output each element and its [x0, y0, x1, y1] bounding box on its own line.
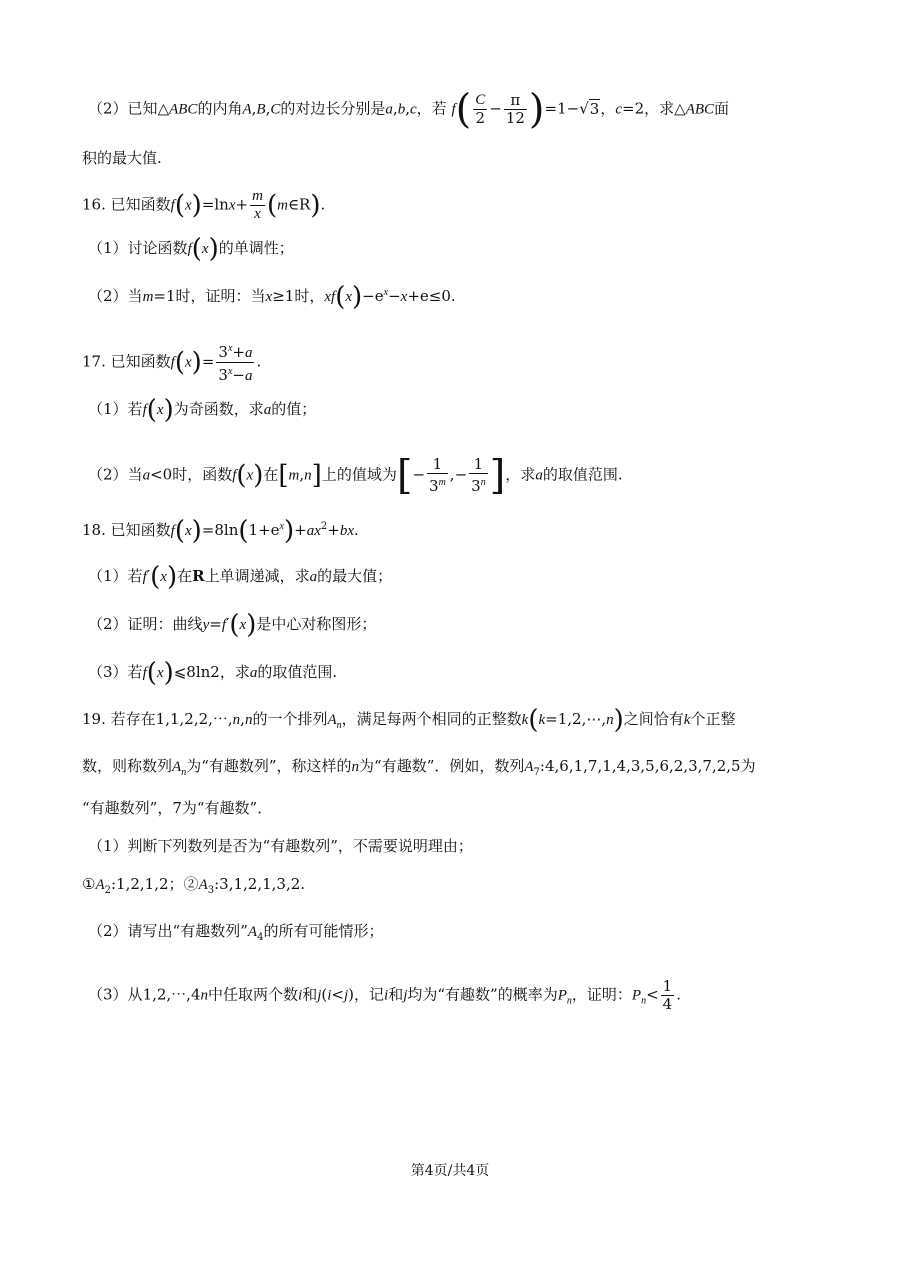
text: ，求 [505, 465, 536, 484]
part-label: （3） [88, 663, 128, 681]
math: f [451, 101, 456, 118]
text: 从 [127, 985, 143, 1004]
text: 当 [127, 287, 143, 305]
part-label: （1） [88, 239, 128, 257]
q19-line3: “有趣数列”，7为“有趣数”． [82, 799, 273, 817]
text: ，求 [219, 663, 250, 681]
text: 已知函数 [110, 195, 171, 214]
q17-stem: 17. 已知函数f(x)= $\frac{3^x+a}{3^x-a}$ . [82, 340, 830, 385]
math: ABC [169, 101, 198, 118]
question-number: 17. [82, 352, 106, 371]
text: ，若 [416, 99, 447, 118]
text: 的内角 [197, 99, 243, 118]
q19-part1 [88, 835, 830, 857]
q19-part2: （2）请写出“有趣数列$”A_4$的所有可能情形； [88, 922, 384, 943]
question-number: 18. [82, 521, 106, 539]
math: △ [157, 101, 170, 118]
q17-part2: （2）当a<0时，函数f(x)在[m,n]上的值域为[− $\frac{1}{3^m}$ ,− $\frac{1}{3^n}$ ]，求a的取值范围. [88, 452, 623, 499]
text: 面 [714, 99, 730, 118]
math: △ [674, 99, 686, 118]
q19-part1-options: $①A_2:1,2,1,2$；$②A_3:3,1,2,1,3,2$. [82, 875, 306, 896]
option-marker: ① [82, 875, 96, 893]
fraction: $\frac{1}{3^m}$ [429, 455, 446, 495]
text: ，证明： [571, 985, 632, 1004]
fraction: $\frac{1}{3^n}$ [471, 455, 486, 495]
text: 的一个排列 [252, 710, 328, 728]
part-label: （1） [88, 400, 128, 418]
fraction: $\frac{C}{2}$ [475, 92, 486, 127]
q15-part2-label: （2） [88, 99, 128, 118]
text: 时，证明：当 [175, 287, 266, 305]
q19-line2: 数，则称数列$A_n$为“有趣数列”，称这样的n为“有趣数”．例如，数列$A_7:4,6,1,7,1,4,3,5,6,2,3,7,2,5$为 [82, 757, 756, 778]
text: 时， [294, 287, 325, 305]
text: 在 [177, 567, 193, 585]
text: 的取值范围. [257, 663, 338, 681]
q19-line1: 19. 若存在1,1,2,2,⋯,n,n的一个排列$A_n$，满足每两个相同的正整数k(k=1,2,⋯,n)之间恰有k个正整 [82, 705, 736, 735]
text: 之间恰有 [623, 710, 684, 728]
math: a [385, 101, 393, 118]
text: 的值； [271, 400, 317, 418]
text: 为奇函数，求 [173, 400, 264, 418]
text: ， [600, 99, 616, 118]
question-number: 16. [82, 195, 106, 214]
text: ，求 [644, 99, 675, 118]
text: 数，则称数列 [82, 757, 173, 775]
text: ，满足每两个相同的正整数 [341, 710, 522, 728]
fraction: $\frac{\pi}{12}$ [505, 91, 525, 127]
text: 均为“有趣数”的概率为 [407, 985, 558, 1004]
q15-part2-line1: （2）已知△ABC的内角A,B,C的对边长分别是a,b,c，若 f( $\frac{C}{2}$ − $\frac{\pi}{12}$ )=1−√3，c=2，求△ABC面 [88, 86, 730, 133]
paren: ( [455, 86, 472, 133]
math: A [242, 101, 252, 118]
q18-part2: （2）证明：曲线y=f′(x)是中心对称图形； [88, 610, 377, 640]
option-marker: ；② [168, 875, 199, 893]
part-label: （1） [88, 567, 128, 585]
text: 上单调递减，求 [204, 567, 310, 585]
text: 是中心对称图形； [256, 615, 377, 633]
part-label: （2） [88, 465, 128, 484]
page-footer: 第4页/共4页 [410, 1163, 490, 1179]
text: 若存在 [110, 710, 156, 728]
part-label: （2） [88, 922, 128, 940]
text: 的所有可能情形； [263, 922, 384, 940]
text: 的对边长分别是 [280, 99, 386, 118]
q18-part1: （1）若f′(x)在R上单调递减，求a的最大值； [88, 562, 393, 592]
math: c [615, 101, 622, 118]
q15-part2-line2: 积的最大值. [82, 149, 162, 167]
q16-part2: （2）当m=1时，证明：当x≥1时，$xf(x)-e^x-x+e\le 0$. [88, 282, 456, 312]
text: 当 [127, 465, 143, 484]
math: f [170, 197, 175, 214]
part-label: （2） [88, 287, 128, 305]
text: 为“有趣数”．例如，数列 [359, 757, 525, 775]
text: 和 [388, 985, 404, 1004]
text: 个正整 [690, 710, 736, 728]
paren: ) [528, 86, 545, 133]
text: 若 [127, 400, 143, 418]
math: c [409, 101, 417, 118]
text: 中任取两个数 [208, 985, 299, 1004]
text: 和 [302, 985, 318, 1004]
text: 若 [127, 567, 143, 585]
q18-stem: 18. 已知函数$f(x)=8\ln(1+e^x)+ax^2+bx$. [82, 516, 359, 546]
part-label: （1） [88, 837, 128, 855]
math: B [256, 101, 266, 118]
q19-part3: （3）从1,2,⋯,4n中任取两个数i和j(i<j)，记i和j均为“有趣数”的概率为$P_n$，证明：$P_n<$ $\frac{1}{4}$ . [88, 977, 681, 1013]
text: 讨论函数 [127, 239, 188, 257]
text: 时，函数 [172, 465, 233, 484]
part-label: （2） [88, 615, 128, 633]
text: 为 [740, 757, 756, 775]
text: 在 [263, 465, 279, 484]
math: C [270, 101, 281, 118]
math: b [397, 101, 406, 118]
fraction: $\frac{m}{x}$ [252, 188, 263, 222]
q16-stem: 16. 已知函数f(x)=lnx+ $\frac{m}{x}$ (m∈R). [82, 188, 326, 222]
text: 证明：曲线 [127, 615, 203, 633]
q16-part1: （1）讨论函数f(x)的单调性； [88, 234, 294, 264]
fraction: $\frac{1}{4}$ [662, 977, 673, 1013]
text: 请写出“有趣数列” [127, 922, 248, 940]
text: 的取值范围. [542, 465, 623, 484]
text: 已知 [127, 99, 158, 118]
text: 为“有趣数列”，称这样的 [186, 757, 352, 775]
question-number: 19. [82, 710, 106, 728]
math: ABC [685, 101, 715, 118]
text: 已知函数 [110, 352, 171, 371]
part-label: （3） [88, 985, 128, 1004]
text: 上的值域为 [321, 465, 397, 484]
text: 已知函数 [110, 521, 171, 539]
fraction: $\frac{3^x+a}{3^x-a}$ [216, 340, 254, 385]
text: 的单调性； [218, 239, 294, 257]
text: 若 [127, 663, 143, 681]
q17-part1: （1）若f(x)为奇函数，求a的值； [88, 395, 317, 425]
text: 判断下列数列是否为“有趣数列”，不需要说明理由； [127, 837, 473, 855]
q18-part3: （3）若f(x)⩽8ln2，求a的取值范围. [88, 658, 338, 688]
text: ，记 [354, 985, 385, 1004]
text: 的最大值； [317, 567, 393, 585]
